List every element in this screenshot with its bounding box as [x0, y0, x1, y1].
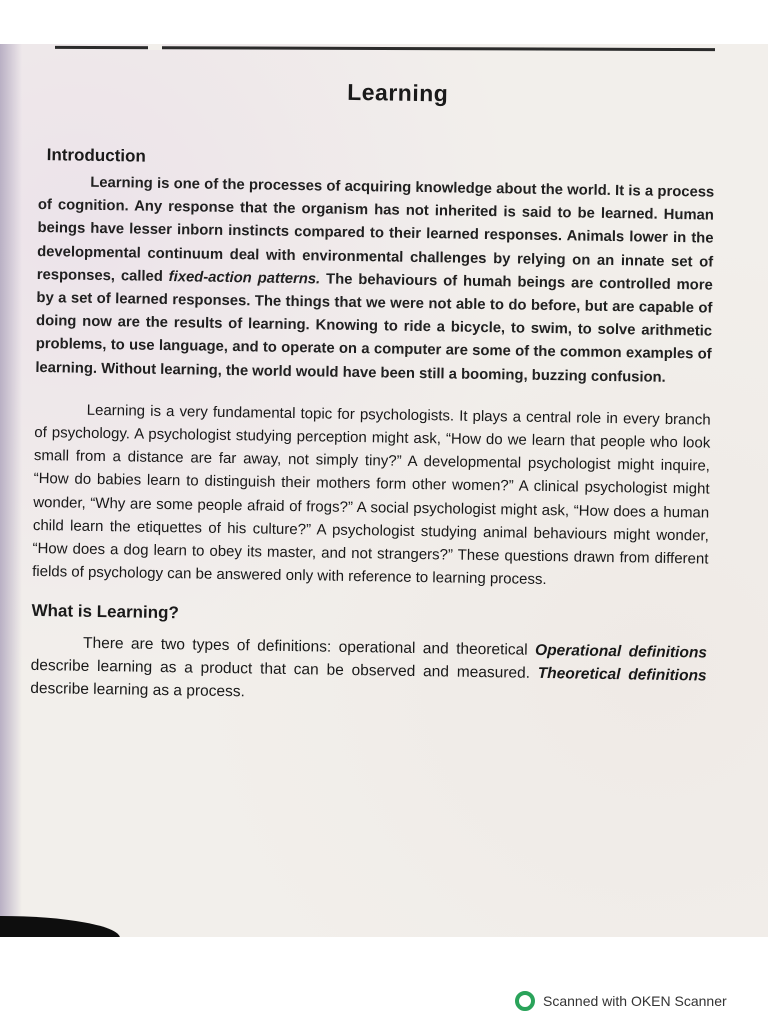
paragraph-3	[30, 631, 707, 711]
paragraph-1-lead: Learning is one of the processes of acquiring knowledge about the world. It is a process of cognition. Any response that the organism has not inherited is said to be learned. Human beings have lesser inborn instincts compared to their learned responses. Animals lower in the developmental continuum deal with environmental challenges by relying on an innate set of responses, called	[36, 174, 715, 285]
scanned-page	[0, 44, 768, 937]
page-curl-shadow	[0, 916, 120, 937]
term-operational-definitions: Operational definitions	[534, 642, 708, 663]
scanner-watermark-text: Scanned with OKEN Scanner	[543, 993, 727, 1009]
paragraph-3-lead: There are two types of definitions: operational and theoretical	[82, 635, 536, 660]
page-title: Learning	[346, 78, 449, 107]
top-rule-gap	[148, 44, 162, 50]
term-theoretical-definitions: Theoretical definitions	[537, 665, 707, 685]
section-heading-what-is-learning: What is Learning?	[31, 601, 180, 623]
paragraph-3-mid: describe learning as a product that can be observed and measured.	[30, 657, 538, 683]
section-heading-introduction: Introduction	[46, 145, 147, 166]
scanner-watermark	[515, 990, 727, 1012]
page-edge-shadow	[0, 44, 22, 937]
page-content	[30, 74, 716, 729]
paragraph-1-rest: The behaviours of humah beings are controlled more by a set of learned responses. The things that we were not able to do before, but are capable of doing now are the results of learning. Knowing to ride a bicycle, to swim, to solve arithmetic problems, to use language, and to operate on a computer are some of the common examples of learning. Without learning, the world would have been still a booming, buzzing confusion.	[35, 271, 713, 386]
paragraph-1	[35, 171, 714, 390]
paragraph-2: Learning is a very fundamental topic for psychologists. It plays a central role in every branch of psychology. A psychologist studying perception might ask, “How do we learn that people who look small from a distance are far away, not simply tiny?” A developmental psychologist might inquire, “How do babies learn to distinguish their mothers form other women?” A clinical psychologist might wonder, “Why are some people afraid of frogs?” A social psychologist might ask, “How does a human child learn the etiquettes of his culture?” A psychologist studying animal behaviours might wonder, “How does a dog learn to obey its master, and not strangers?” These questions drawn from different fields of psychology can be answered only with reference to learning process.	[32, 401, 711, 589]
term-fixed-action-patterns: fixed-action patterns.	[168, 268, 321, 288]
oken-scanner-icon	[515, 991, 535, 1011]
paragraph-3-end: describe learning as a process.	[30, 680, 245, 701]
